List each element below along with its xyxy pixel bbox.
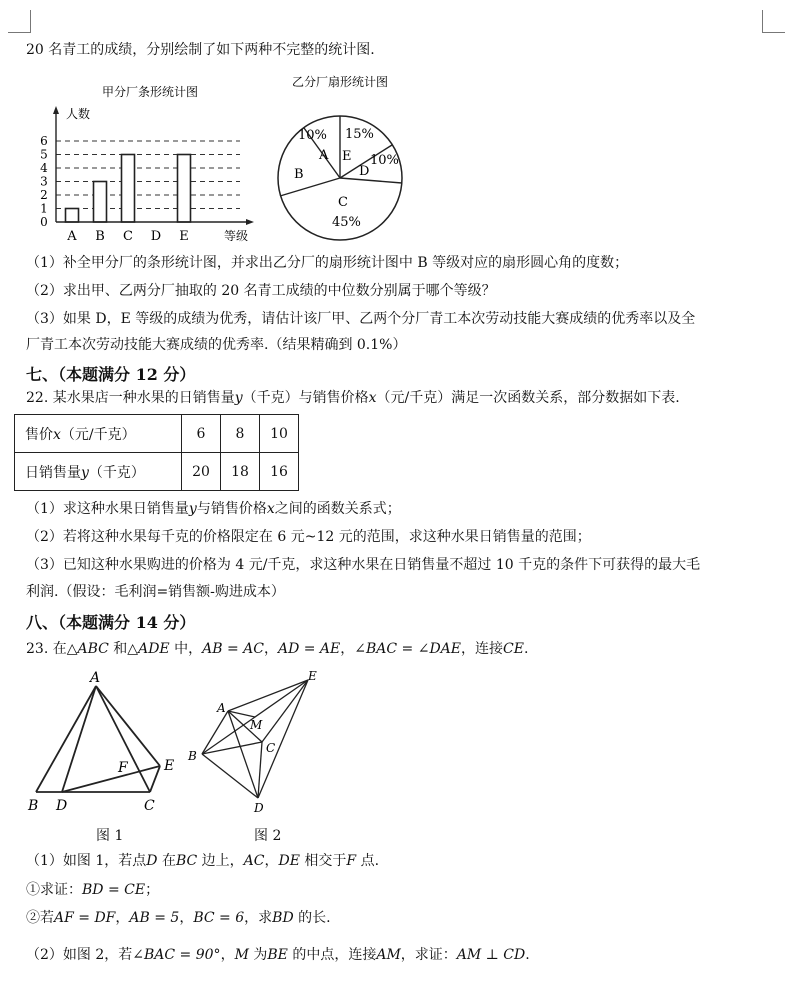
pie-radius-5 (280, 178, 340, 196)
fig2-label-m: M (250, 718, 263, 732)
pie-pct-c: 45% (332, 215, 361, 230)
pie-label-b: B (294, 167, 304, 182)
price-table (14, 414, 299, 491)
bar-b (94, 182, 107, 223)
q22-stem (26, 389, 680, 407)
bar-e (178, 155, 191, 223)
q23-part1: （1）如图 1，若点D 在BC 边上，AC，DE 相交于F 点. (26, 853, 380, 869)
bar-a (66, 209, 79, 223)
price-cell: 10 (260, 415, 299, 453)
q22-var-x: x (368, 390, 377, 406)
fig2-label-c: C (266, 741, 276, 755)
bar-chart-x-tick-label: D (150, 229, 162, 244)
sales-row (15, 453, 299, 491)
bar-chart-bars (66, 155, 191, 223)
fig2-label-b: B (188, 749, 197, 763)
q22-part2: （2）若将这种水果每千克的价格限定在 6 元~12 元的范围，求这种水果日销售量的范围； (26, 529, 591, 545)
bar-chart-gridlines (56, 141, 240, 209)
bar-chart-x-tick-label: B (95, 229, 105, 244)
q22-part1: （1）求这种水果日销售量y与销售价格x之间的函数关系式； (26, 501, 401, 517)
pie-label-e: E (342, 149, 352, 164)
q22-stem-b: （千克）与销售价格 (242, 390, 369, 406)
bar-c (122, 155, 135, 223)
pie-chart-title: 乙分厂扇形统计图 (291, 75, 389, 89)
q22-part3-line1: （3）已知这种水果购进的价格为 4 元/千克，求这种水果在日销售量不超过 10 千克的条件下可获得的最大毛 (26, 557, 701, 573)
pie-label-a: A (319, 148, 329, 163)
fig1-label-d: D (56, 798, 68, 814)
pie-label-d: D (359, 164, 370, 179)
fig2-label-d: D (254, 801, 264, 815)
q21-part2: （2）求出甲、乙两分厂抽取的 20 名青工成绩的中位数分别属于哪个等级？ (26, 283, 496, 299)
fig2-label-a: A (217, 701, 226, 715)
q22-part3-line2: 利润.（假设：毛利润=销售额-购进成本） (26, 584, 285, 600)
q23-sub1: ①求证：BD = CE； (26, 882, 160, 898)
q22-stem-c: （元/千克）满足一次函数关系，部分数据如下表. (376, 390, 680, 406)
fig1-label-f: F (118, 760, 128, 776)
sales-cell: 18 (221, 453, 260, 491)
bar-chart-x-ticks (66, 229, 188, 244)
price-cell: 6 (182, 415, 221, 453)
q21-part3-line1: （3）如果 D，E 等级的成绩为优秀，请估计该厂甲、乙两个分厂青工本次劳动技能大赛成绩的优秀率以及全 (26, 311, 696, 327)
intro-text: 20 名青工的成绩，分别绘制了如下两种不完整的统计图. (26, 42, 375, 58)
bar-chart-y-tick-label: 0 (40, 215, 48, 229)
q21-part3-line2: 厂青工本次劳动技能大赛成绩的优秀率.（结果精确到 0.1%） (26, 337, 407, 353)
bar-chart-ylabel: 人数 (66, 107, 91, 121)
sales-cell: 20 (182, 453, 221, 491)
q22-var-y: y (234, 390, 243, 406)
bar-chart-x-tick-label: A (67, 229, 77, 244)
price-cell: 8 (221, 415, 260, 453)
bar-chart-x-tick-label: E (179, 229, 189, 244)
bar-chart-title: 甲分厂条形统计图 (101, 85, 199, 99)
sales-row-header: 日销售量y（千克） (15, 453, 182, 491)
pie-pct-d: 10% (370, 153, 399, 168)
q23-stem: 23. 在△ABC 和△ADE 中，AB = AC，AD = AE，∠BAC = ∠DAE，连接CE. (26, 641, 529, 657)
price-row (15, 415, 299, 453)
page-corner-mark-right (762, 10, 785, 33)
figure-2-caption: 图 2 (254, 828, 282, 844)
bar-chart-xlabel: 等级 (224, 229, 249, 243)
bar-chart-y-tick-label: 5 (40, 147, 48, 162)
q23-part2: （2）如图 2，若∠BAC = 90°，M 为BE 的中点，连接AM，求证：AM ⊥ CD. (26, 947, 530, 963)
pie-pct-e: 15% (345, 127, 374, 142)
pie-chart (268, 66, 418, 246)
bar-chart (26, 76, 270, 246)
bar-chart-y-tick-label: 3 (40, 174, 48, 189)
fig2-label-e: E (308, 669, 317, 683)
figure-1 (24, 668, 184, 818)
bar-chart-y-tick-label: 2 (40, 188, 48, 202)
fig1-label-e: E (164, 758, 175, 774)
bar-chart-x-tick-label: C (123, 229, 133, 244)
figure-2 (180, 666, 330, 816)
bar-chart-y-ticks (40, 134, 48, 229)
pie-label-c: C (338, 195, 348, 210)
q21-part1: （1）补全甲分厂的条形统计图，并求出乙分厂的扇形统计图中 B 等级对应的扇形圆心角的度数； (26, 255, 629, 271)
fig1-label-b: B (28, 798, 39, 814)
bar-chart-y-tick-label: 6 (40, 134, 48, 148)
fig1-label-a: A (90, 670, 101, 686)
figure-1-caption: 图 1 (96, 828, 124, 844)
bar-chart-y-arrow (53, 106, 59, 114)
bar-chart-x-arrow (246, 219, 254, 225)
pie-pct-a: 10% (298, 128, 327, 143)
bar-chart-y-tick-label: 4 (40, 161, 48, 175)
sales-cell: 16 (260, 453, 299, 491)
bar-chart-y-tick-label: 1 (40, 201, 48, 216)
q23-sub2: ②若AF = DF，AB = 5，BC = 6，求BD 的长. (26, 910, 331, 926)
fig1-label-c: C (144, 798, 155, 814)
page-corner-mark-left (8, 10, 31, 33)
q22-stem-a: 22. 某水果店一种水果的日销售量 (26, 390, 235, 406)
section-8-heading: 八、（本题满分 14 分） (26, 613, 196, 632)
section-7-heading: 七、（本题满分 12 分） (26, 365, 196, 384)
pie-radius-4 (340, 178, 402, 183)
price-row-header: 售价x（元/千克） (15, 415, 182, 453)
